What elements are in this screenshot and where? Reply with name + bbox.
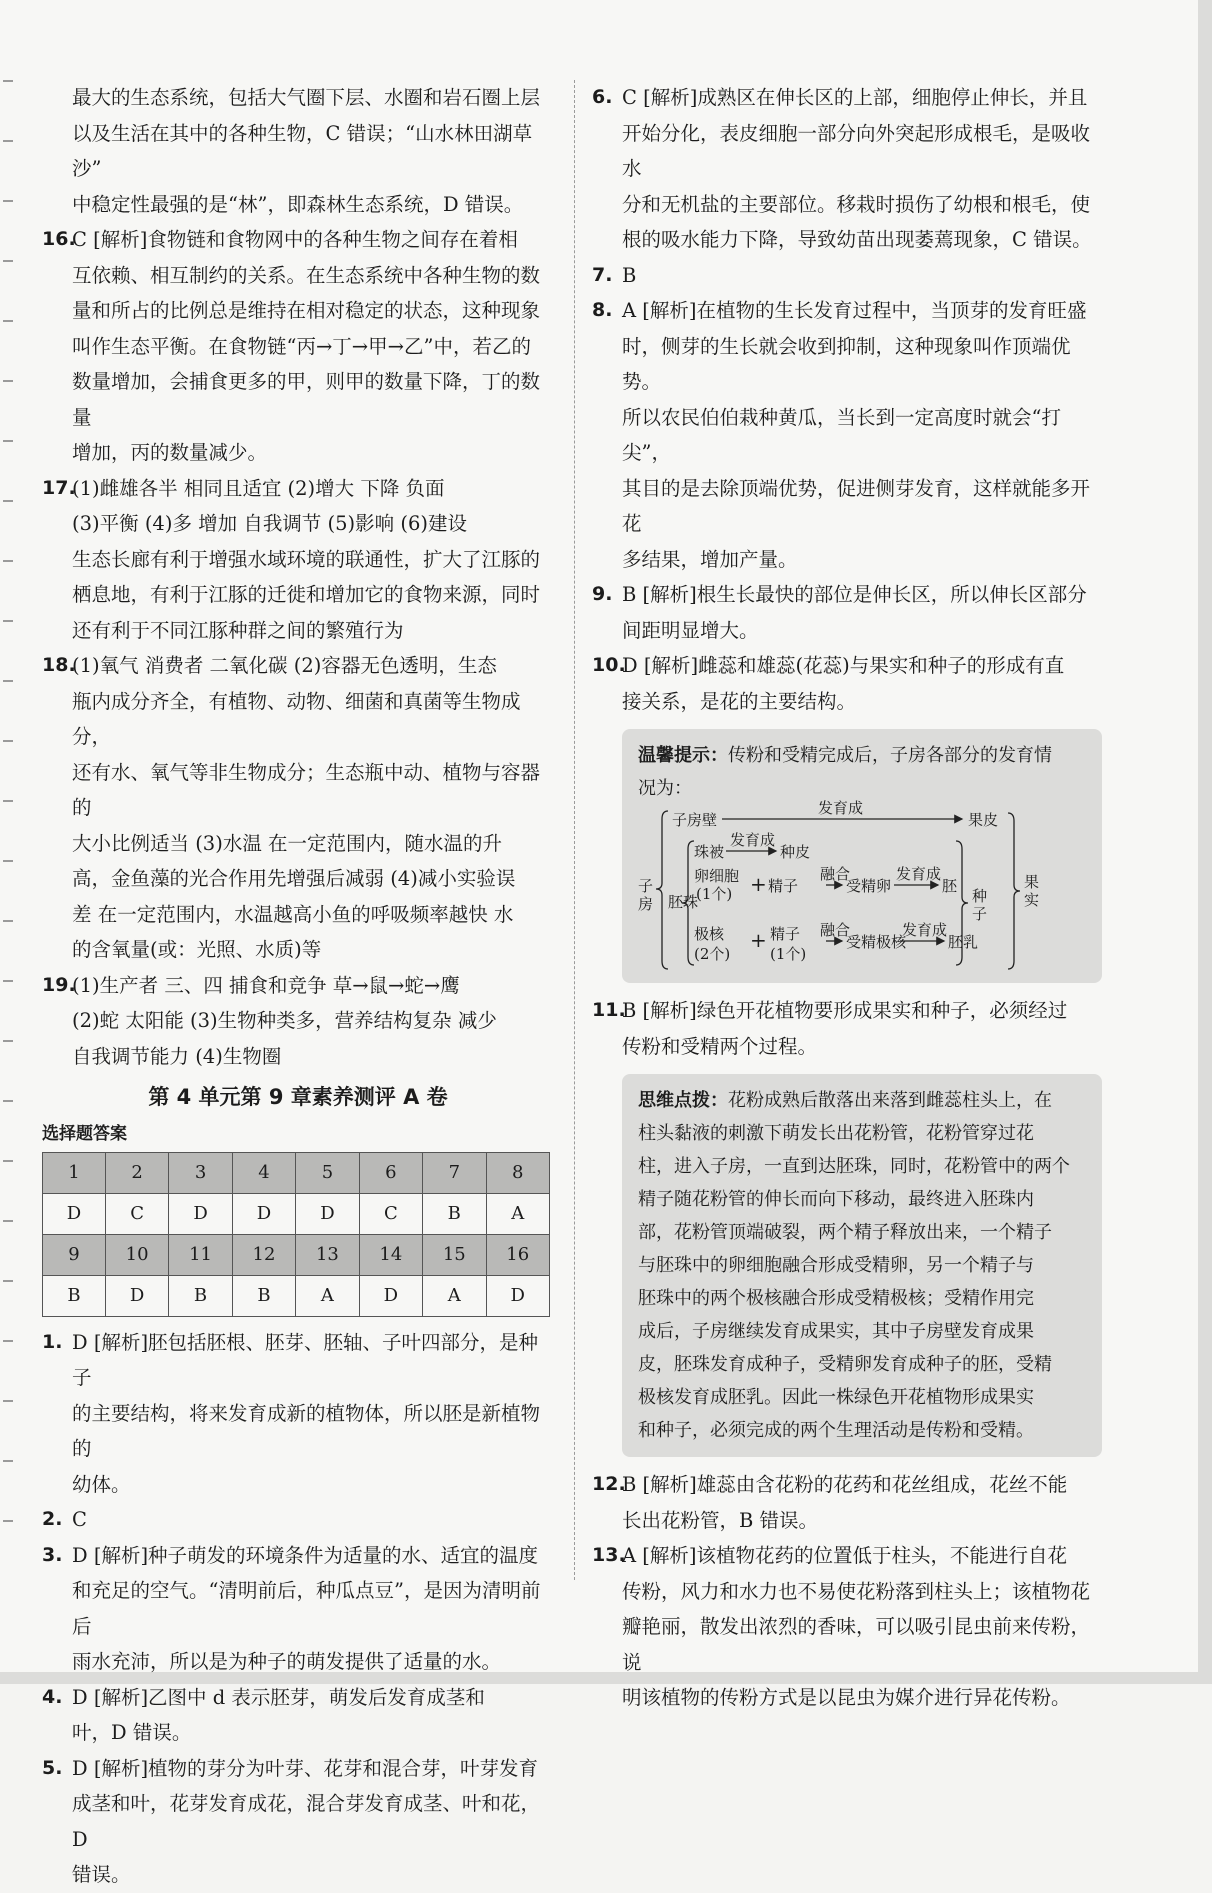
- answer-3: 3. D [解析]种子萌发的环境条件为适量的水、适宜的温度 和充足的空气。“清明前后，种瓜点豆”，是因为清明前后 雨水充沛，所以是为种子的萌发提供了适量的水。: [42, 1538, 554, 1680]
- answer-number: 6.: [592, 86, 613, 108]
- label-one: (1个): [770, 945, 807, 963]
- left-column: [42, 80, 554, 1893]
- answer-17: 17. (1)雌雄各半 相同且适宜 (2)增大 下降 负面 (3)平衡 (4)多 增加 自我调节 (5)影响 (6)建设 生态长廊有利于增强水域环境的联通性，扩大了江豚的 栖息地，有利于江豚的迁徙和增加它的食物来源，同时 还有利于不同江豚种群之间的繁殖行为: [42, 471, 554, 649]
- table-title: 选择题答案: [42, 1123, 127, 1144]
- label-plus: +: [750, 872, 767, 896]
- answer-number: 17.: [42, 476, 76, 499]
- answer-number: 7.: [592, 263, 613, 286]
- label-egg-cell: 卵细胞: [694, 867, 740, 885]
- table-row: B D B B A D A D: [43, 1275, 550, 1316]
- answer-12: 12. B [解析]雄蕊由含花粉的花药和花丝组成，花丝不能 长出花粉管，B 错误。: [592, 1467, 1102, 1538]
- label-two: (2个): [694, 945, 731, 963]
- answer-number: 5.: [42, 1756, 63, 1779]
- answer-number: 19.: [42, 973, 76, 996]
- answer-19: 19. (1)生产者 三、四 捕食和竞争 草→鼠→蛇→鹰 (2)蛇 太阳能 (3)生物种类多，营养结构复杂 减少 自我调节能力 (4)生物圈: [42, 968, 554, 1075]
- answer-number: 9.: [592, 583, 613, 605]
- answer-number: 3.: [42, 1543, 63, 1566]
- label-ovary: 子房: [638, 877, 654, 913]
- table-row: 1 2 3 4 5 6 7 8: [43, 1152, 550, 1193]
- answer-5: 5. D [解析]植物的芽分为叶芽、花芽和混合芽，叶芽发育 成茎和叶，花芽发育成花，混合芽发育成茎、叶和花，D 错误。: [42, 1751, 554, 1893]
- tip-box-thinking: 思维点拨：花粉成熟后散落出来落到雌蕊柱头上，在 柱头黏液的刺激下萌发长出花粉管，花粉管穿过花 柱，进入子房，一直到达胚珠，同时，花粉管中的两个 精子随花粉管的伸长而向下移动，最终进入胚珠内 部，花粉管顶端破裂，两个精子释放出来，一个精子 与胚珠中的卵细胞融合形成受精卵，另一个精子与 胚珠中的两个极核融合形成受精极核；受精作用完 成后，子房继续发育成果实，其中子房壁发育成果 皮，胚珠发育成种子，受精卵发育成种子的胚，受精 极核发育成胚乳。因此一株绿色开花植物形成果实 和种子，必须完成的两个生理活动是传粉和受精。: [622, 1074, 1102, 1457]
- label-develop: 发育成: [896, 865, 942, 883]
- tip-label: 思维点拨：: [638, 1090, 728, 1111]
- answer-number: 16.: [42, 228, 76, 250]
- label-ovary-wall: 子房壁: [672, 811, 718, 829]
- label-plus: +: [750, 928, 767, 952]
- answer-number: 4.: [42, 1685, 63, 1708]
- answer-7: 7. B: [592, 258, 1102, 294]
- label-fuse: 融合: [820, 865, 851, 883]
- label-ovule: 胚珠: [668, 893, 699, 911]
- label-zygote: 受精卵: [846, 877, 892, 895]
- table-row: D C D D D C B A: [43, 1193, 550, 1234]
- page-edge-right: [1198, 0, 1212, 1684]
- label-one: (1个): [696, 885, 733, 903]
- answer-16: 16. C [解析]食物链和食物网中的各种生物之间存在着相 互依赖、相互制约的关系。在生态系统中各种生物的数 量和所占的比例总是维持在相对稳定的状态，这种现象 叫作生态平衡。在食物链“丙→丁→甲→乙”中，若乙的 数量增加，会捕食更多的甲，则甲的数量下降，丁的数量 增加，丙的数量减少。: [42, 222, 554, 471]
- answer-number: 11.: [592, 999, 626, 1021]
- ovary-development-diagram: [638, 799, 1086, 973]
- answer-number: 1.: [42, 1330, 63, 1353]
- answer-13: 13. A [解析]该植物花药的位置低于柱头，不能进行自花 传粉，风力和水力也不易使花粉落到柱头上；该植物花 瓣艳丽，散发出浓烈的香味，可以吸引昆虫前来传粉，说 明该植物的传粉方式是以昆虫为媒介进行异花传粉。: [592, 1538, 1102, 1716]
- answer-6: 6. C [解析]成熟区在伸长区的上部，细胞停止伸长，并且 开始分化，表皮细胞一部分向外突起形成根毛，是吸收水 分和无机盐的主要部位。移栽时损伤了幼根和根毛，使 根的吸水能力下降，导致幼苗出现萎蔫现象，C 错误。: [592, 80, 1102, 258]
- tip-label: 温馨提示：: [638, 745, 728, 766]
- answer-10: 10. D [解析]雌蕊和雄蕊(花蕊)与果实和种子的形成有直 接关系，是花的主要结构。: [592, 648, 1102, 719]
- answer-number: 10.: [592, 654, 626, 676]
- answer-number: 12.: [592, 1473, 626, 1495]
- label-fertilized-polar: 受精极核: [846, 933, 907, 951]
- label-integument: 珠被: [694, 843, 725, 861]
- label-fuse: 融合: [820, 921, 851, 939]
- answer-number: 8.: [592, 299, 613, 321]
- label-seed: 种子: [972, 887, 988, 923]
- answer-number: 18.: [42, 654, 76, 676]
- label-embryo: 胚: [942, 877, 958, 895]
- label-polar-nuclei: 极核: [694, 925, 725, 943]
- continued-answer: 最大的生态系统，包括大气圈下层、水圈和岩石圈上层 以及生活在其中的各种生物，C 错误；“山水林田湖草沙” 中稳定性最强的是“林”，即森林生态系统，D 错误。: [72, 86, 541, 216]
- table-row: 9 10 11 12 13 14 15 16: [43, 1234, 550, 1275]
- label-endosperm: 胚乳: [948, 933, 979, 951]
- tip-box-development: 温馨提示：传粉和受精完成后，子房各部分的发育情 况为： 子房 子房壁 发育成 果皮 胚珠 珠被 发育成 种皮 卵细胞 (1个) + 精子 融合 受精卵 发育成 胚 极核 (2个) + 精子 (1个) 融合 受精极核 发育成 胚乳 种子 果实: [622, 729, 1102, 983]
- right-column: [592, 80, 1102, 1716]
- binding-marks: [0, 80, 16, 1580]
- answer-2: 2. C: [42, 1502, 554, 1538]
- answer-4: 4. D [解析]乙图中 d 表示胚芽，萌发后发育成茎和 叶，D 错误。: [42, 1680, 554, 1751]
- label-develop: 发育成: [818, 799, 864, 817]
- answer-number: 13.: [592, 1544, 626, 1566]
- answer-number: 2.: [42, 1508, 63, 1530]
- column-divider: [574, 80, 575, 1580]
- label-develop: 发育成: [902, 921, 948, 939]
- answer-18: 18. (1)氧气 消费者 二氧化碳 (2)容器无色透明，生态 瓶内成分齐全，有植物、动物、细菌和真菌等生物成分， 还有水、氧气等非生物成分；生态瓶中动、植物与容器的 大小比例适当 (3)水温 在一定范围内，随水温的升 高，金鱼藻的光合作用先增强后减弱 (4)减小实验误 差 在一定范围内，水温越高小鱼的呼吸频率越快 水 的含氧量(或：光照、水质)等: [42, 648, 554, 968]
- label-sperm: 精子: [770, 925, 801, 943]
- label-fruit-peel: 果皮: [968, 811, 999, 829]
- section-title: 第 4 单元第 9 章素养测评 A 卷: [148, 1085, 448, 1109]
- label-develop: 发育成: [730, 831, 776, 849]
- answer-8: 8. A [解析]在植物的生长发育过程中，当顶芽的发育旺盛 时，侧芽的生长就会收到抑制，这种现象叫作顶端优势。 所以农民伯伯栽种黄瓜，当长到一定高度时就会“打尖”， 其目的是去除顶端优势，促进侧芽发育，这样就能多开花 多结果，增加产量。: [592, 293, 1102, 577]
- label-seed-coat: 种皮: [780, 843, 811, 861]
- label-sperm: 精子: [768, 877, 799, 895]
- answer-11: 11. B [解析]绿色开花植物要形成果实和种子，必须经过 传粉和受精两个过程。: [592, 993, 1102, 1064]
- answer-9: 9. B [解析]根生长最快的部位是伸长区，所以伸长区部分 间距明显增大。: [592, 577, 1102, 648]
- answer-1: 1. D [解析]胚包括胚根、胚芽、胚轴、子叶四部分，是种子 的主要结构，将来发育成新的植物体，所以胚是新植物的 幼体。: [42, 1325, 554, 1503]
- answer-table: [42, 1152, 550, 1317]
- label-fruit: 果实: [1024, 873, 1040, 909]
